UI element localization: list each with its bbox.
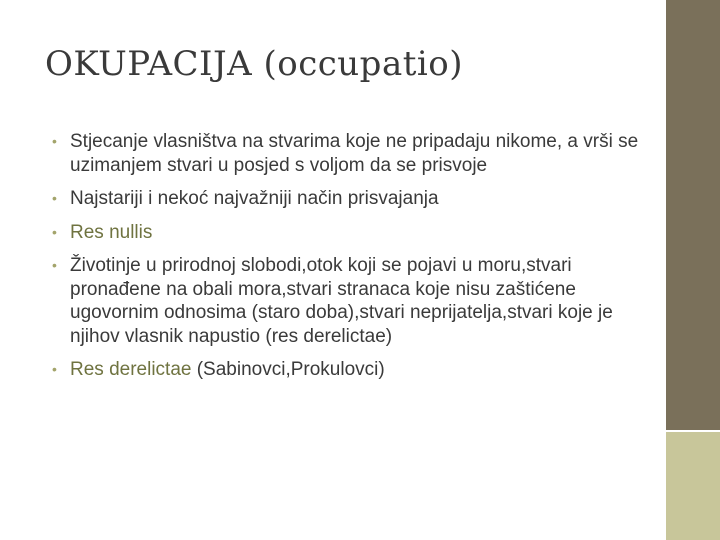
list-item [52,221,642,245]
bullet-text-accent: Res nullis [70,221,153,243]
bullet-icon: • [52,190,57,206]
bullet-text: Najstariji i nekoć najvažniji način prisvajanja [70,188,439,209]
bullet-text: Životinje u prirodnoj slobodi,otok koji se pojavi u moru,stvari pronađene na obali mora,stvari stranaca koje nisu zaštićene ugovornim odnosima (staro doba),stvari neprijatelja,stvari koje je njihov vlasnik napustio (res derelictae) [70,255,613,347]
bullet-icon: • [52,133,57,149]
list-item [52,254,642,348]
sidebar-decoration-bottom [666,432,720,540]
list-item [52,358,642,382]
bullet-text-accent: Res derelictae [70,359,192,380]
bullet-icon: • [52,257,57,273]
list-item [52,130,642,177]
bullet-text: Stjecanje vlasništva na stvarima koje ne pripadaju nikome, a vrši se uzimanjem stvari u posjed s voljom da se prisvoje [70,131,639,176]
bullet-icon: • [52,361,57,377]
bullet-icon: • [52,223,57,240]
bullet-list [52,130,642,392]
slide-title: OKUPACIJA (occupatio) [45,44,463,84]
bullet-text: (Sabinovci,Prokulovci) [191,359,385,380]
list-item [52,187,642,211]
sidebar-decoration-top [666,0,720,432]
